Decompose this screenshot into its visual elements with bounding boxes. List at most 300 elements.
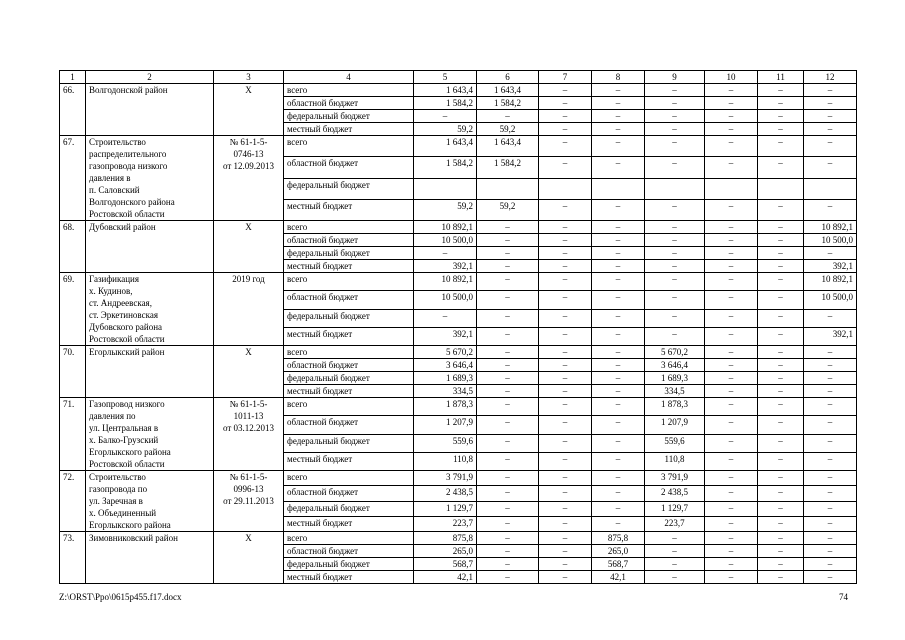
value-cell: –: [758, 157, 804, 178]
value-cell: –: [705, 157, 758, 178]
value-cell: –: [645, 247, 705, 260]
value-cell: –: [592, 110, 645, 123]
table-row: [60, 532, 857, 545]
budget-source: федеральный бюджет: [284, 501, 414, 516]
value-cell: 568,7: [592, 558, 645, 571]
value-cell: –: [477, 273, 539, 291]
value-cell: –: [539, 558, 592, 571]
value-cell: –: [705, 291, 758, 309]
value-cell: [414, 178, 477, 199]
item-name-line: Дубовский район: [89, 222, 156, 232]
value-cell: 1 584,2: [414, 97, 477, 110]
value-cell: –: [804, 471, 857, 486]
item-name-line: Зимовниковский район: [89, 533, 178, 543]
value-cell: 10 500,0: [804, 234, 857, 247]
value-cell: –: [539, 84, 592, 97]
item-code-line: Х: [245, 85, 252, 95]
budget-source: областной бюджет: [284, 97, 414, 110]
value-cell: –: [758, 199, 804, 220]
item-name: [86, 273, 214, 346]
item-code-line: от 12.09.2013: [222, 161, 275, 171]
value-cell: –: [477, 346, 539, 359]
value-cell: –: [705, 398, 758, 416]
value-cell: –: [592, 471, 645, 486]
value-cell: –: [758, 516, 804, 531]
item-number: 71.: [60, 398, 86, 471]
value-cell: –: [758, 532, 804, 545]
value-cell: –: [592, 199, 645, 220]
value-cell: –: [477, 416, 539, 434]
column-header: 6: [477, 71, 539, 84]
budget-source: федеральный бюджет: [284, 247, 414, 260]
value-cell: –: [804, 110, 857, 123]
column-header: 3: [214, 71, 284, 84]
budget-source: местный бюджет: [284, 571, 414, 584]
value-cell: –: [539, 372, 592, 385]
item-code: [214, 471, 284, 532]
value-cell: –: [758, 260, 804, 273]
column-header: 8: [592, 71, 645, 84]
budget-source: местный бюджет: [284, 123, 414, 136]
value-cell: –: [539, 359, 592, 372]
column-header: 4: [284, 71, 414, 84]
value-cell: –: [645, 221, 705, 234]
budget-source: областной бюджет: [284, 291, 414, 309]
budget-source: областной бюджет: [284, 234, 414, 247]
value-cell: –: [705, 486, 758, 501]
value-cell: –: [539, 260, 592, 273]
value-cell: –: [645, 327, 705, 345]
item-code: [214, 273, 284, 346]
item-name-line: Строительство: [89, 137, 146, 147]
table-row: [60, 273, 857, 291]
budget-source: всего: [284, 398, 414, 416]
value-cell: –: [539, 273, 592, 291]
budget-source: федеральный бюджет: [284, 178, 414, 199]
value-cell: 1 643,4: [477, 84, 539, 97]
item-name-line: распределительного: [89, 149, 167, 159]
item-name-line: Ростовской области: [89, 209, 165, 219]
value-cell: –: [539, 532, 592, 545]
item-name-line: ст. Эркетиновская: [89, 310, 158, 320]
value-cell: –: [592, 452, 645, 470]
value-cell: –: [758, 84, 804, 97]
value-cell: –: [804, 157, 857, 178]
item-code-line: 0746-13: [233, 149, 264, 159]
budget-source: областной бюджет: [284, 359, 414, 372]
value-cell: –: [758, 309, 804, 327]
value-cell: –: [477, 558, 539, 571]
value-cell: –: [477, 372, 539, 385]
budget-source: местный бюджет: [284, 260, 414, 273]
value-cell: –: [705, 372, 758, 385]
value-cell: –: [705, 558, 758, 571]
item-name-line: х. Балко-Грузский: [89, 435, 159, 445]
value-cell: –: [477, 385, 539, 398]
value-cell: –: [645, 123, 705, 136]
value-cell: –: [592, 234, 645, 247]
value-cell: –: [758, 110, 804, 123]
value-cell: –: [592, 346, 645, 359]
value-cell: –: [592, 516, 645, 531]
item-name-line: Дубовского района: [89, 322, 163, 332]
item-code-line: № 61-1-5-: [229, 472, 268, 482]
value-cell: –: [414, 110, 477, 123]
table-row: [60, 136, 857, 157]
item-code-line: Х: [245, 533, 252, 543]
value-cell: –: [592, 221, 645, 234]
value-cell: –: [705, 416, 758, 434]
item-code-line: от 29.11.2013: [223, 496, 274, 506]
value-cell: 559,6: [414, 434, 477, 452]
table-row: [60, 346, 857, 359]
value-cell: –: [758, 221, 804, 234]
item-number: 66.: [60, 84, 86, 136]
item-code: [214, 532, 284, 584]
value-cell: [539, 178, 592, 199]
value-cell: –: [539, 501, 592, 516]
value-cell: –: [705, 385, 758, 398]
item-name-line: Волгодонской район: [89, 85, 168, 95]
value-cell: –: [592, 372, 645, 385]
value-cell: –: [539, 136, 592, 157]
item-code: [214, 84, 284, 136]
value-cell: –: [705, 309, 758, 327]
item-name-line: Газопровод низкого: [89, 399, 165, 409]
column-header: 11: [758, 71, 804, 84]
value-cell: –: [477, 260, 539, 273]
item-name-line: Егорлыкского района: [89, 520, 171, 530]
value-cell: –: [539, 199, 592, 220]
value-cell: –: [477, 532, 539, 545]
value-cell: –: [592, 416, 645, 434]
value-cell: –: [804, 452, 857, 470]
item-name-line: газопровода по: [89, 484, 148, 494]
value-cell: [592, 178, 645, 199]
value-cell: –: [804, 532, 857, 545]
value-cell: –: [804, 123, 857, 136]
item-code-line: от 03.12.2013: [222, 423, 275, 433]
value-cell: 1 584,2: [477, 157, 539, 178]
item-name-line: ул. Заречная в: [89, 496, 143, 506]
value-cell: –: [477, 486, 539, 501]
value-cell: –: [804, 516, 857, 531]
value-cell: –: [705, 84, 758, 97]
item-code-line: № 61-1-5-: [229, 137, 268, 147]
header-row: [60, 71, 857, 84]
value-cell: –: [804, 372, 857, 385]
value-cell: 334,5: [414, 385, 477, 398]
value-cell: –: [758, 97, 804, 110]
value-cell: –: [592, 327, 645, 345]
value-cell: –: [804, 84, 857, 97]
value-cell: –: [645, 545, 705, 558]
value-cell: –: [804, 434, 857, 452]
value-cell: –: [477, 309, 539, 327]
value-cell: 875,8: [414, 532, 477, 545]
item-name: [86, 532, 214, 584]
budget-source: местный бюджет: [284, 327, 414, 345]
item-name: [86, 398, 214, 471]
value-cell: –: [592, 97, 645, 110]
value-cell: –: [477, 221, 539, 234]
value-cell: –: [477, 247, 539, 260]
item-name: [86, 84, 214, 136]
value-cell: 10 892,1: [414, 273, 477, 291]
value-cell: –: [592, 136, 645, 157]
column-header: 5: [414, 71, 477, 84]
budget-source: областной бюджет: [284, 545, 414, 558]
value-cell: –: [758, 346, 804, 359]
value-cell: –: [539, 110, 592, 123]
value-cell: –: [705, 532, 758, 545]
value-cell: –: [804, 199, 857, 220]
value-cell: –: [705, 327, 758, 345]
column-header: 10: [705, 71, 758, 84]
value-cell: –: [705, 221, 758, 234]
value-cell: –: [539, 346, 592, 359]
value-cell: –: [477, 571, 539, 584]
value-cell: 392,1: [804, 327, 857, 345]
value-cell: –: [539, 309, 592, 327]
value-cell: –: [705, 123, 758, 136]
value-cell: –: [477, 327, 539, 345]
item-code-line: Х: [245, 347, 252, 357]
budget-table: [59, 70, 857, 584]
value-cell: –: [705, 110, 758, 123]
value-cell: –: [645, 291, 705, 309]
item-code: [214, 398, 284, 471]
item-number: 73.: [60, 532, 86, 584]
value-cell: –: [705, 97, 758, 110]
value-cell: –: [804, 558, 857, 571]
value-cell: –: [477, 398, 539, 416]
budget-source: федеральный бюджет: [284, 309, 414, 327]
value-cell: 42,1: [592, 571, 645, 584]
budget-source: всего: [284, 136, 414, 157]
value-cell: –: [758, 398, 804, 416]
value-cell: 3 791,9: [414, 471, 477, 486]
value-cell: 3 646,4: [645, 359, 705, 372]
column-header: 7: [539, 71, 592, 84]
value-cell: –: [414, 309, 477, 327]
budget-source: областной бюджет: [284, 157, 414, 178]
item-name-line: Ростовской области: [89, 334, 165, 344]
value-cell: 334,5: [645, 385, 705, 398]
item-code-line: 0996-13: [233, 484, 264, 494]
item-name: [86, 136, 214, 221]
value-cell: 1 643,4: [414, 84, 477, 97]
value-cell: 10 500,0: [804, 291, 857, 309]
value-cell: –: [705, 199, 758, 220]
value-cell: –: [477, 545, 539, 558]
value-cell: –: [539, 434, 592, 452]
value-cell: –: [645, 97, 705, 110]
table-row: [60, 84, 857, 97]
value-cell: 392,1: [414, 260, 477, 273]
value-cell: –: [758, 416, 804, 434]
value-cell: –: [705, 501, 758, 516]
value-cell: 110,8: [645, 452, 705, 470]
value-cell: –: [592, 291, 645, 309]
column-header: 9: [645, 71, 705, 84]
value-cell: –: [804, 385, 857, 398]
value-cell: –: [804, 501, 857, 516]
item-name: [86, 471, 214, 532]
value-cell: –: [539, 452, 592, 470]
value-cell: –: [477, 516, 539, 531]
value-cell: –: [758, 234, 804, 247]
value-cell: –: [645, 532, 705, 545]
value-cell: –: [539, 416, 592, 434]
page-number: 74: [839, 592, 848, 602]
item-name-line: газопровода низкого: [89, 161, 168, 171]
value-cell: –: [804, 571, 857, 584]
value-cell: –: [758, 501, 804, 516]
value-cell: 1 878,3: [414, 398, 477, 416]
table-row: [60, 221, 857, 234]
value-cell: –: [539, 545, 592, 558]
item-name-line: Егорлыкский район: [89, 347, 165, 357]
value-cell: –: [477, 234, 539, 247]
value-cell: –: [705, 471, 758, 486]
value-cell: –: [705, 545, 758, 558]
value-cell: 1 207,9: [414, 416, 477, 434]
value-cell: –: [592, 260, 645, 273]
item-name-line: х. Кудинов,: [89, 286, 133, 296]
item-code-line: Х: [245, 222, 252, 232]
value-cell: –: [705, 247, 758, 260]
value-cell: –: [758, 471, 804, 486]
value-cell: –: [645, 157, 705, 178]
value-cell: –: [592, 501, 645, 516]
value-cell: –: [539, 385, 592, 398]
item-name-line: Строительство: [89, 472, 146, 482]
value-cell: [705, 178, 758, 199]
value-cell: 875,8: [592, 532, 645, 545]
value-cell: –: [539, 291, 592, 309]
value-cell: 568,7: [414, 558, 477, 571]
value-cell: 10 892,1: [804, 221, 857, 234]
table-row: [60, 471, 857, 486]
value-cell: –: [539, 571, 592, 584]
item-code-line: 2019 год: [232, 274, 265, 284]
value-cell: –: [804, 97, 857, 110]
value-cell: 1 878,3: [645, 398, 705, 416]
value-cell: 1 129,7: [414, 501, 477, 516]
budget-source: федеральный бюджет: [284, 372, 414, 385]
value-cell: –: [804, 486, 857, 501]
value-cell: –: [645, 273, 705, 291]
value-cell: –: [758, 571, 804, 584]
value-cell: –: [705, 273, 758, 291]
budget-source: областной бюджет: [284, 416, 414, 434]
value-cell: 5 670,2: [645, 346, 705, 359]
item-number: 70.: [60, 346, 86, 398]
item-number: 69.: [60, 273, 86, 346]
value-cell: 223,7: [645, 516, 705, 531]
value-cell: –: [592, 434, 645, 452]
budget-source: всего: [284, 273, 414, 291]
value-cell: –: [592, 84, 645, 97]
value-cell: –: [539, 471, 592, 486]
value-cell: –: [477, 452, 539, 470]
value-cell: 392,1: [804, 260, 857, 273]
value-cell: –: [758, 434, 804, 452]
value-cell: –: [645, 199, 705, 220]
value-cell: –: [758, 452, 804, 470]
value-cell: –: [539, 398, 592, 416]
value-cell: 3 646,4: [414, 359, 477, 372]
item-number: 72.: [60, 471, 86, 532]
value-cell: –: [592, 273, 645, 291]
value-cell: –: [592, 309, 645, 327]
value-cell: –: [758, 247, 804, 260]
value-cell: –: [477, 471, 539, 486]
value-cell: –: [592, 398, 645, 416]
value-cell: 265,0: [414, 545, 477, 558]
value-cell: 59,2: [477, 199, 539, 220]
value-cell: –: [592, 385, 645, 398]
value-cell: –: [539, 97, 592, 110]
value-cell: –: [758, 558, 804, 571]
value-cell: –: [539, 486, 592, 501]
value-cell: –: [758, 372, 804, 385]
column-header: 12: [804, 71, 857, 84]
value-cell: –: [758, 136, 804, 157]
value-cell: –: [804, 346, 857, 359]
value-cell: –: [592, 123, 645, 136]
value-cell: 559,6: [645, 434, 705, 452]
item-name-line: Ростовской области: [89, 459, 165, 469]
value-cell: –: [804, 136, 857, 157]
budget-source: всего: [284, 532, 414, 545]
value-cell: –: [804, 416, 857, 434]
value-cell: –: [758, 291, 804, 309]
value-cell: 1 689,3: [645, 372, 705, 385]
column-header: 1: [60, 71, 86, 84]
item-code: [214, 221, 284, 273]
value-cell: –: [758, 385, 804, 398]
budget-source: федеральный бюджет: [284, 558, 414, 571]
item-number: 68.: [60, 221, 86, 273]
value-cell: –: [804, 545, 857, 558]
value-cell: –: [645, 571, 705, 584]
value-cell: –: [645, 260, 705, 273]
budget-source: всего: [284, 84, 414, 97]
value-cell: –: [477, 291, 539, 309]
item-name-line: Волгодонского района: [89, 197, 175, 207]
value-cell: 1 643,4: [414, 136, 477, 157]
budget-source: местный бюджет: [284, 516, 414, 531]
value-cell: –: [539, 221, 592, 234]
value-cell: 3 791,9: [645, 471, 705, 486]
value-cell: –: [705, 516, 758, 531]
value-cell: –: [705, 571, 758, 584]
value-cell: –: [705, 452, 758, 470]
budget-source: федеральный бюджет: [284, 110, 414, 123]
value-cell: 110,8: [414, 452, 477, 470]
value-cell: 5 670,2: [414, 346, 477, 359]
value-cell: –: [592, 157, 645, 178]
item-name-line: х. Объединенный: [89, 508, 157, 518]
table-row: [60, 398, 857, 416]
budget-source: всего: [284, 346, 414, 359]
item-number: 67.: [60, 136, 86, 221]
value-cell: –: [705, 136, 758, 157]
value-cell: 392,1: [414, 327, 477, 345]
value-cell: 1 643,4: [477, 136, 539, 157]
